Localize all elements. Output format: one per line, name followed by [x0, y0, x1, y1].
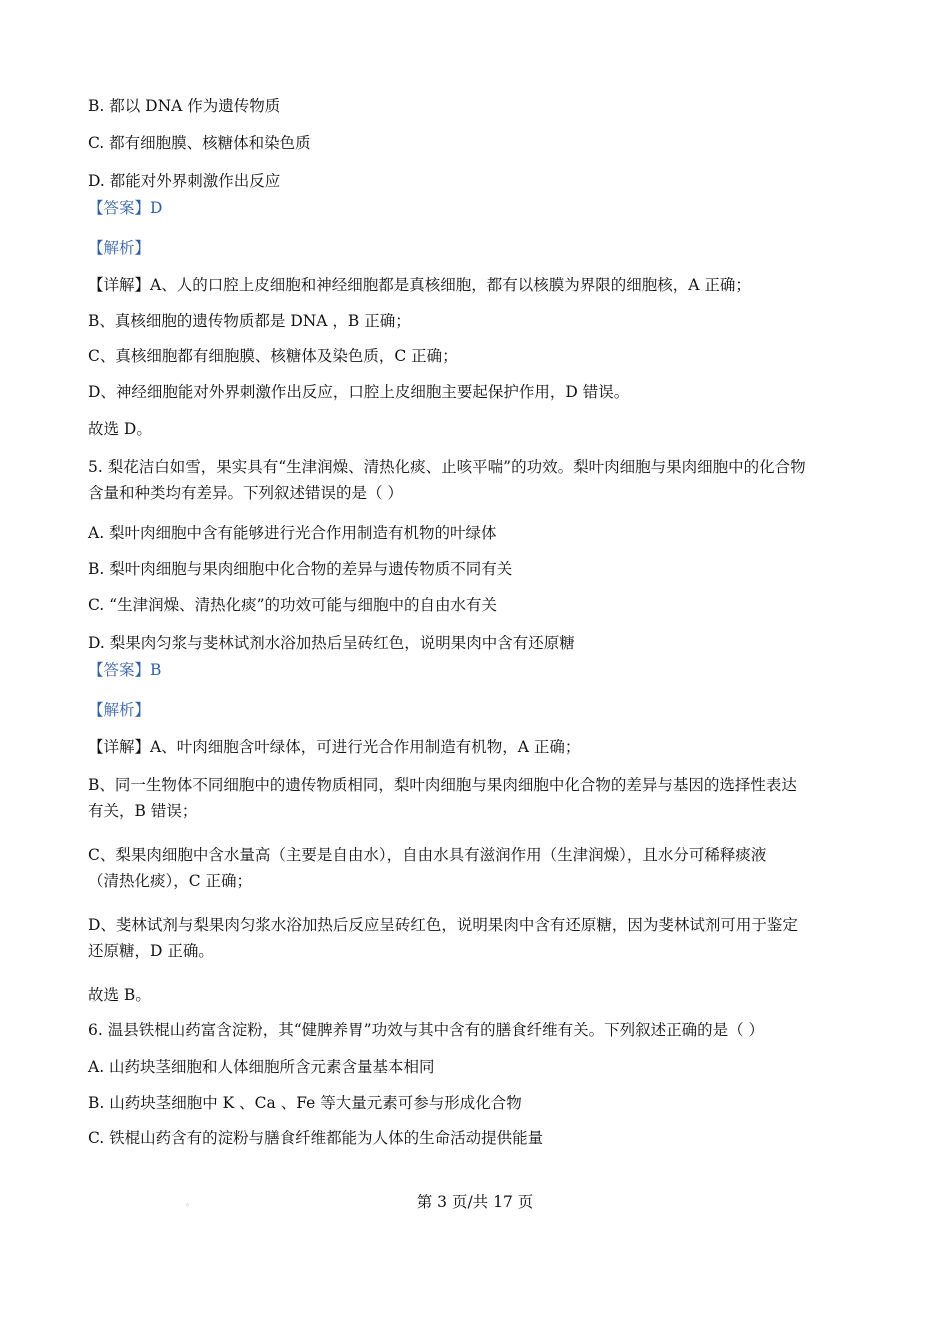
explanation-line: C、梨果肉细胞中含水量高（主要是自由水），自由水具有滋润作用（生津润燥），且水分可稀释痰液 — [88, 846, 767, 864]
answer-label-q5: 【答案】B — [88, 661, 162, 679]
explanation-line: （清热化痰），C 正确； — [88, 872, 253, 890]
explanation-line: B、同一生物体不同细胞中的遗传物质相同，梨叶肉细胞与果肉细胞中化合物的差异与基因的选择性表达 — [88, 776, 797, 794]
explanation-line: 还原糖，D 正确。 — [88, 942, 214, 960]
explanation-line: D、神经细胞能对外界刺激作出反应，口腔上皮细胞主要起保护作用，D 错误。 — [88, 383, 630, 401]
analysis-heading-q4: 【解析】 — [88, 239, 151, 257]
explanation-line: C、真核细胞都有细胞膜、核糖体及染色质，C 正确； — [88, 347, 458, 365]
answer-label-q4: 【答案】D — [88, 199, 163, 217]
explanation-line: 【详解】A、叶肉细胞含叶绿体，可进行光合作用制造有机物，A 正确； — [88, 738, 581, 756]
question-5-stem-cont: 含量和种类均有差异。下列叙述错误的是（ ） — [88, 484, 403, 502]
option-a-q5: A. 梨叶肉细胞中含有能够进行光合作用制造有机物的叶绿体 — [88, 524, 497, 542]
option-b-q5: B. 梨叶肉细胞与果肉细胞中化合物的差异与遗传物质不同有关 — [88, 560, 513, 578]
explanation-line: D、斐林试剂与梨果肉匀浆水浴加热后反应呈砖红色，说明果肉中含有还原糖，因为斐林试剂可用于鉴定 — [88, 916, 798, 934]
question-6-stem: 6. 温县铁棍山药富含淀粉，其“健脾养胃”功效与其中含有的膳食纤维有关。下列叙述正确的是（ ） — [88, 1021, 764, 1039]
option-c-q5: C. “生津润燥、清热化痰”的功效可能与细胞中的自由水有关 — [88, 596, 498, 614]
analysis-heading-q5: 【解析】 — [88, 701, 151, 719]
option-b-q6: B. 山药块茎细胞中 K 、Ca 、Fe 等大量元素可参与形成化合物 — [88, 1094, 522, 1112]
conclusion-q5: 故选 B。 — [88, 986, 151, 1004]
option-c-q6: C. 铁棍山药含有的淀粉与膳食纤维都能为人体的生命活动提供能量 — [88, 1129, 544, 1147]
explanation-line: 有关，B 错误； — [88, 802, 198, 820]
page-number: 第 3 页/共 17 页 — [416, 1193, 534, 1211]
question-5-stem: 5. 梨花洁白如雪，果实具有“生津润燥、清热化痰、止咳平喘”的功效。梨叶肉细胞与果肉细胞中的化合物 — [88, 458, 806, 476]
explanation-line: B、真核细胞的遗传物质都是 DNA ，B 正确； — [88, 312, 411, 330]
conclusion-q4: 故选 D。 — [88, 420, 152, 438]
option-a-q6: A. 山药块茎细胞和人体细胞所含元素含量基本相同 — [88, 1058, 435, 1076]
option-b-q4: B. 都以 DNA 作为遗传物质 — [88, 97, 281, 115]
option-c-q4: C. 都有细胞膜、核糖体和染色质 — [88, 134, 311, 152]
explanation-line: 【详解】A、人的口腔上皮细胞和神经细胞都是真核细胞，都有以核膜为界限的细胞核，A 正确； — [88, 276, 751, 294]
footer-dot: 。 — [186, 1198, 194, 1207]
option-d-q4: D. 都能对外界刺激作出反应 — [88, 172, 281, 190]
option-d-q5: D. 梨果肉匀浆与斐林试剂水浴加热后呈砖红色，说明果肉中含有还原糖 — [88, 634, 575, 652]
